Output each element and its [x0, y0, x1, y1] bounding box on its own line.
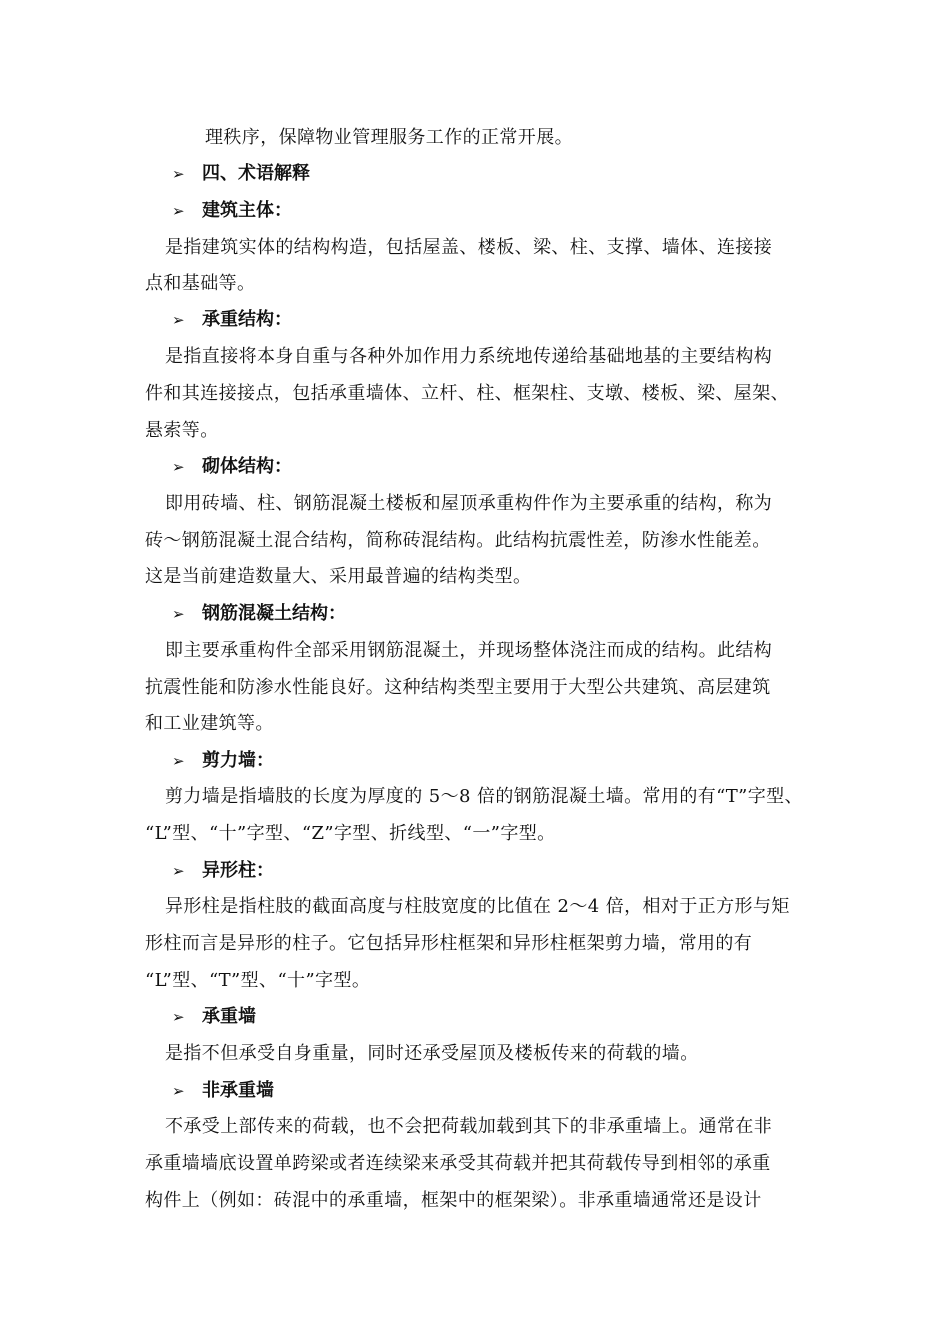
paragraph-line: “L”型、“T”型、“十”字型。 — [145, 970, 371, 991]
paragraph-line: 件和其连接接点，包括承重墙体、立杆、柱、框架柱、支墩、楼板、梁、屋架、 — [145, 383, 789, 404]
heading-text: 建筑主体： — [202, 200, 292, 221]
paragraph-line: 异形柱是指柱肢的截面高度与柱肢宽度的比值在 2～4 倍，相对于正方形与矩 — [165, 896, 790, 917]
arrow-bullet-icon: ➢ — [172, 1082, 185, 1100]
paragraph-line: 是指直接将本身自重与各种外加作用力系统地传递给基础地基的主要结构构 — [165, 346, 773, 367]
paragraph-line: 悬索等。 — [145, 420, 219, 441]
term-heading — [172, 309, 292, 331]
heading-text: 钢筋混凝土结构： — [202, 603, 346, 624]
paragraph-line: 形柱而言是异形的柱子。它包括异形柱框架和异形柱框架剪力墙，常用的有 — [145, 933, 753, 954]
arrow-bullet-icon: ➢ — [172, 202, 185, 220]
term-heading — [172, 750, 274, 772]
heading-text: 剪力墙： — [202, 750, 274, 771]
term-heading — [172, 1080, 274, 1102]
paragraph-line: 这是当前建造数量大、采用最普遍的结构类型。 — [145, 566, 532, 587]
heading-text: 承重结构： — [202, 309, 292, 330]
paragraph-line: 不承受上部传来的荷载，也不会把荷载加载到其下的非承重墙上。通常在非 — [165, 1116, 773, 1137]
paragraph-line: 即主要承重构件全部采用钢筋混凝土，并现场整体浇注而成的结构。此结构 — [165, 640, 773, 661]
heading-text: 异形柱： — [202, 860, 274, 881]
paragraph-line: 剪力墙是指墙肢的长度为厚度的 5～8 倍的钢筋混凝土墙。常用的有“T”字型、 — [165, 786, 803, 807]
term-heading — [172, 456, 292, 478]
paragraph-line: 是指建筑实体的结构构造，包括屋盖、楼板、梁、柱、支撑、墙体、连接接 — [165, 237, 773, 258]
term-heading — [172, 1006, 256, 1028]
section-heading — [172, 163, 310, 185]
arrow-bullet-icon: ➢ — [172, 752, 185, 770]
paragraph-line: 是指不但承受自身重量，同时还承受屋顶及楼板传来的荷载的墙。 — [165, 1043, 699, 1064]
heading-text: 四、术语解释 — [202, 163, 310, 184]
arrow-bullet-icon: ➢ — [172, 1008, 185, 1026]
paragraph-line: 构件上（例如：砖混中的承重墙，框架中的框架梁）。非承重墙通常还是设计 — [145, 1190, 762, 1211]
paragraph-line: 承重墙墙底设置单跨梁或者连续梁来承受其荷载并把其荷载传导到相邻的承重 — [145, 1153, 771, 1174]
paragraph-line: 抗震性能和防渗水性能良好。这种结构类型主要用于大型公共建筑、高层建筑 — [145, 677, 771, 698]
arrow-bullet-icon: ➢ — [172, 605, 185, 623]
paragraph-line: 和工业建筑等。 — [145, 713, 274, 734]
arrow-bullet-icon: ➢ — [172, 862, 185, 880]
paragraph-line: 理秩序，保障物业管理服务工作的正常开展。 — [205, 127, 573, 148]
term-heading — [172, 860, 274, 882]
arrow-bullet-icon: ➢ — [172, 311, 185, 329]
arrow-bullet-icon: ➢ — [172, 165, 185, 183]
term-heading — [172, 200, 292, 222]
paragraph-line: “L”型、“十”字型、“Z”字型、折线型、“一”字型。 — [145, 823, 556, 844]
heading-text: 砌体结构： — [202, 456, 292, 477]
paragraph-line: 点和基础等。 — [145, 273, 256, 294]
paragraph-line: 即用砖墙、柱、钢筋混凝土楼板和屋顶承重构件作为主要承重的结构，称为 — [165, 493, 773, 514]
paragraph-line: 砖～钢筋混凝土混合结构，简称砖混结构。此结构抗震性差，防渗水性能差。 — [145, 530, 771, 551]
arrow-bullet-icon: ➢ — [172, 458, 185, 476]
heading-text: 承重墙 — [202, 1006, 256, 1027]
heading-text: 非承重墙 — [202, 1080, 274, 1101]
term-heading — [172, 603, 346, 625]
